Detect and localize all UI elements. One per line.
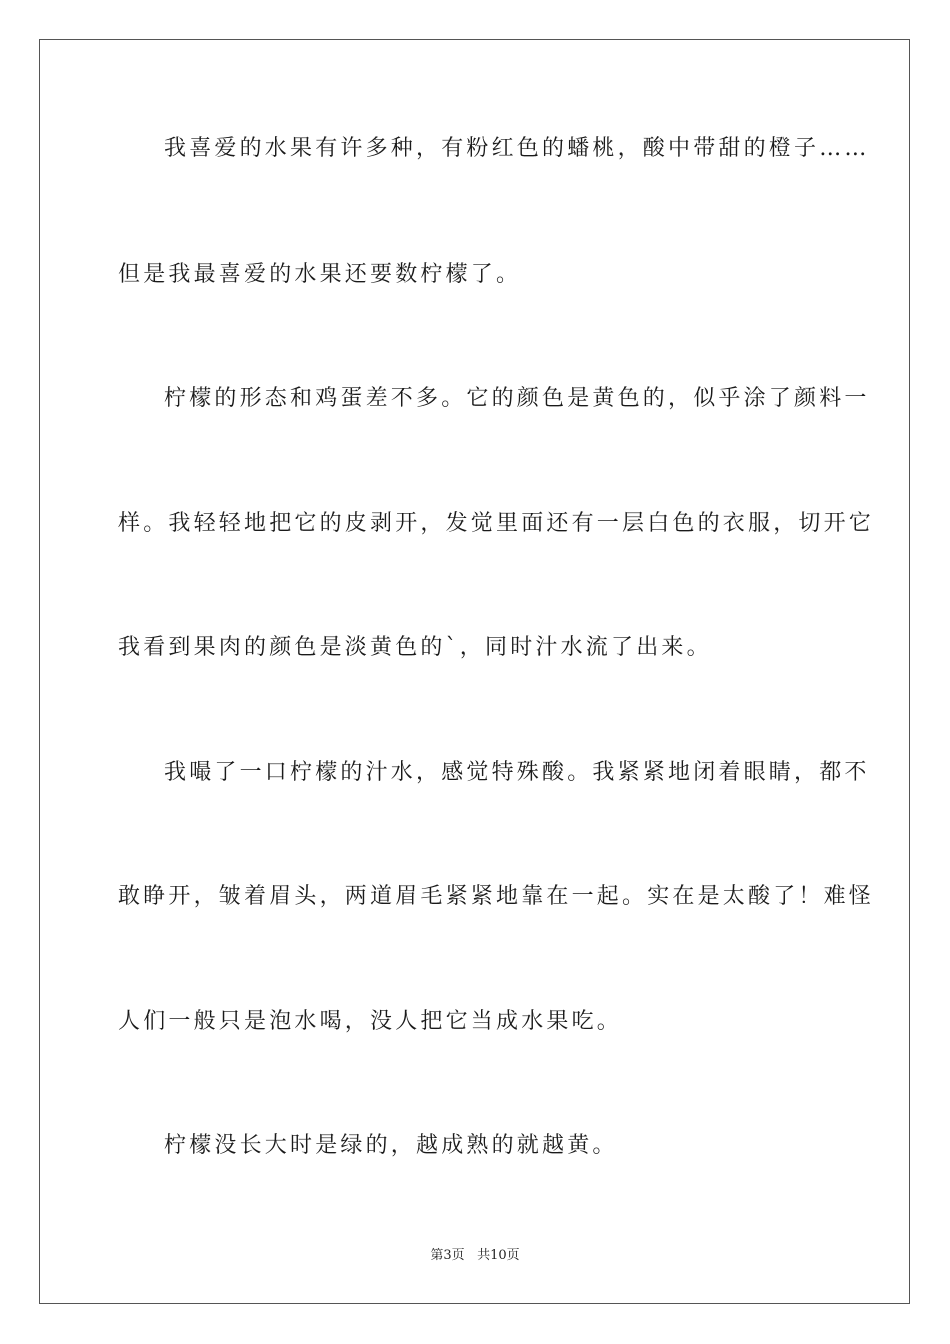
total-pages: 共10页 (477, 1248, 520, 1263)
paragraph-1-line-2: 但是我最喜爱的水果还要数柠檬了。 (118, 262, 522, 287)
paragraph-2-line-2: 样。我轻轻地把它的皮剥开，发觉里面还有一层白色的衣服，切开它 (118, 511, 875, 536)
page-border (39, 39, 910, 1304)
paragraph-3-line-3: 人们一般只是泡水喝，没人把它当成水果吃。 (118, 1009, 623, 1034)
page-footer (0, 1247, 950, 1265)
paragraph-3-line-1: 我嘬了一口柠檬的汁水，感觉特殊酸。我紧紧地闭着眼睛，都不 (164, 760, 870, 785)
paragraph-1-line-1: 我喜爱的水果有许多种，有粉红色的蟠桃，酸中带甜的橙子…… (164, 136, 870, 161)
paragraph-2-line-1: 柠檬的形态和鸡蛋差不多。它的颜色是黄色的，似乎涂了颜料一 (164, 386, 870, 411)
paragraph-4-line-1: 柠檬没长大时是绿的，越成熟的就越黄。 (164, 1133, 618, 1158)
page-number: 第3页 (430, 1248, 465, 1263)
paragraph-2-line-3: 我看到果肉的颜色是淡黄色的`，同时汁水流了出来。 (118, 635, 712, 660)
paragraph-3-line-2: 敢睁开，皱着眉头，两道眉毛紧紧地靠在一起。实在是太酸了！难怪 (118, 884, 875, 909)
